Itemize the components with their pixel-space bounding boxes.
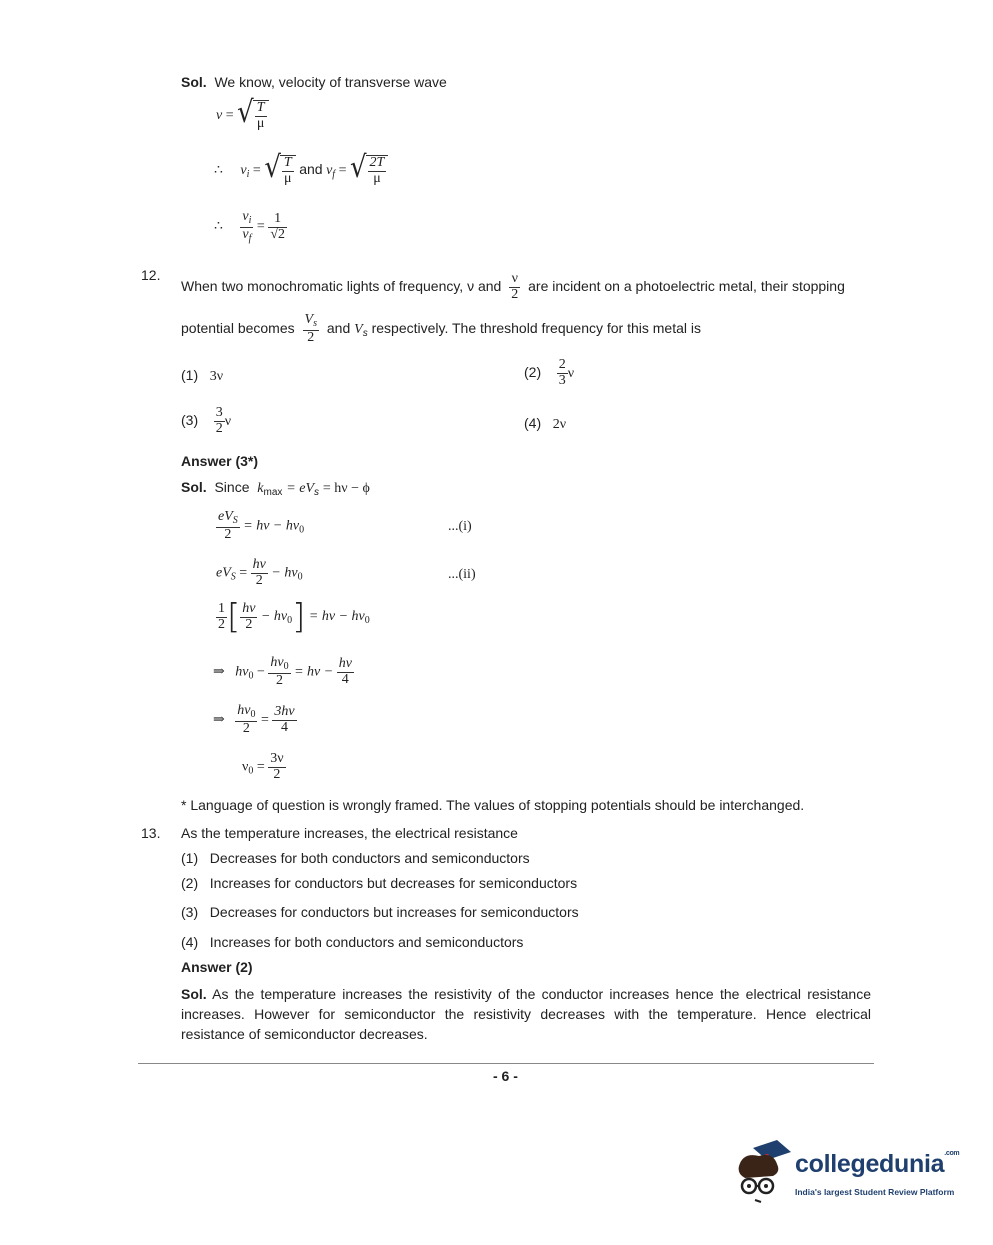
student-mascot-icon (733, 1138, 795, 1206)
q12-eq-1-tag: ...(i) (448, 519, 472, 534)
q13-answer: Answer (2) (181, 959, 253, 975)
q13-option-3: (3) Decreases for conductors but increases for semiconductors (181, 904, 579, 920)
q12-sol-since: Sol. Since $k_{max} = eV_s = h\nu - \phi$ (181, 479, 370, 498)
q12-option-1: (1) 3ν (181, 367, 224, 384)
q12-eq-1: $\frac{eV_S}{2}$ = $h\nu - h\nu_0$ (218, 509, 305, 542)
q13-option-4: (4) Increases for both conductors and semiconductors (181, 934, 524, 950)
collegedunia-logo (733, 1138, 973, 1208)
q12-question-line2: potential becomes $\frac{V_s}{2}$ and $V_s$ respectively. The threshold frequency for this metal is (181, 312, 702, 345)
page-number: - 6 - (493, 1068, 518, 1084)
footer-divider (138, 1063, 874, 1064)
q12-option-2: (2) $\frac{2}{3}$ ν (524, 357, 575, 388)
q12-eq-3: $\frac{1}{2}$ [ $\frac{h\nu}{2}$ − $h\nu_0] = h\nu - h\nu_0$ (218, 597, 370, 637)
q12-question-line1: When two monochromatic lights of frequency, ν and $\frac{\nu}{2}$ are incident on a photoelectric metal, their stopping (181, 271, 845, 302)
sol11-eq-ratio: ∴ $\frac{v_i}{v_f}$ = $\frac{1}{√2}$ (214, 209, 286, 244)
sol11-eq-v: v = √ $\frac{T}{\mu}$ (216, 100, 269, 131)
q12-number: 12. (141, 267, 161, 283)
q12-option-4: (4) 2ν (524, 415, 567, 432)
q12-eq-2-tag: ...(ii) (448, 567, 476, 582)
q13-option-1: (1) Decreases for both conductors and semiconductors (181, 850, 530, 866)
sol11-intro: Sol. We know, velocity of transverse wave (181, 74, 447, 90)
q12-answer: Answer (3*) (181, 453, 259, 469)
q12-eq-2: $eV_S$ = $\frac{h\nu}{2}$ − $h\nu_0$ (216, 557, 303, 588)
brand-wordmark: collegedunia$^{.com}$ (795, 1150, 960, 1178)
q12-eq-4: ⇒ $h\nu_0$ − $\frac{h\nu_0}{2}$ = hν − $\frac{h\nu}{4}$ (213, 655, 352, 688)
q13-solution: Sol. As the temperature increases the resistivity of the conductor increases hence the electrical resistance increases. However for semiconductor the resistivity decreases with the temperature. Hence electrical resistance of semiconductor decreases. (181, 986, 871, 1042)
q13-question: As the temperature increases, the electrical resistance (181, 825, 518, 841)
q12-option-3: (3) $\frac{3}{2}$ ν (181, 405, 232, 436)
q12-eq-6: $\nu_0$ = $\frac{3\nu}{2}$ (242, 751, 284, 782)
sol11-eq-vi-vf: ∴ $v_i$ = √ $\frac{T}{\mu}$ and $v_f$ = √ $\frac{2T}{\mu}$ (214, 155, 388, 186)
q12-eq-5: ⇒ $\frac{h\nu_0}{2}$ = $\frac{3h\nu}{4}$ (213, 703, 295, 736)
brand-tagline: India's largest Student Review Platform (795, 1187, 955, 1197)
q12-footnote: * Language of question is wrongly framed. The values of stopping potentials should be interchanged. (181, 797, 805, 813)
q13-option-2: (2) Increases for conductors but decreases for semiconductors (181, 875, 578, 891)
q13-number: 13. (141, 825, 161, 841)
